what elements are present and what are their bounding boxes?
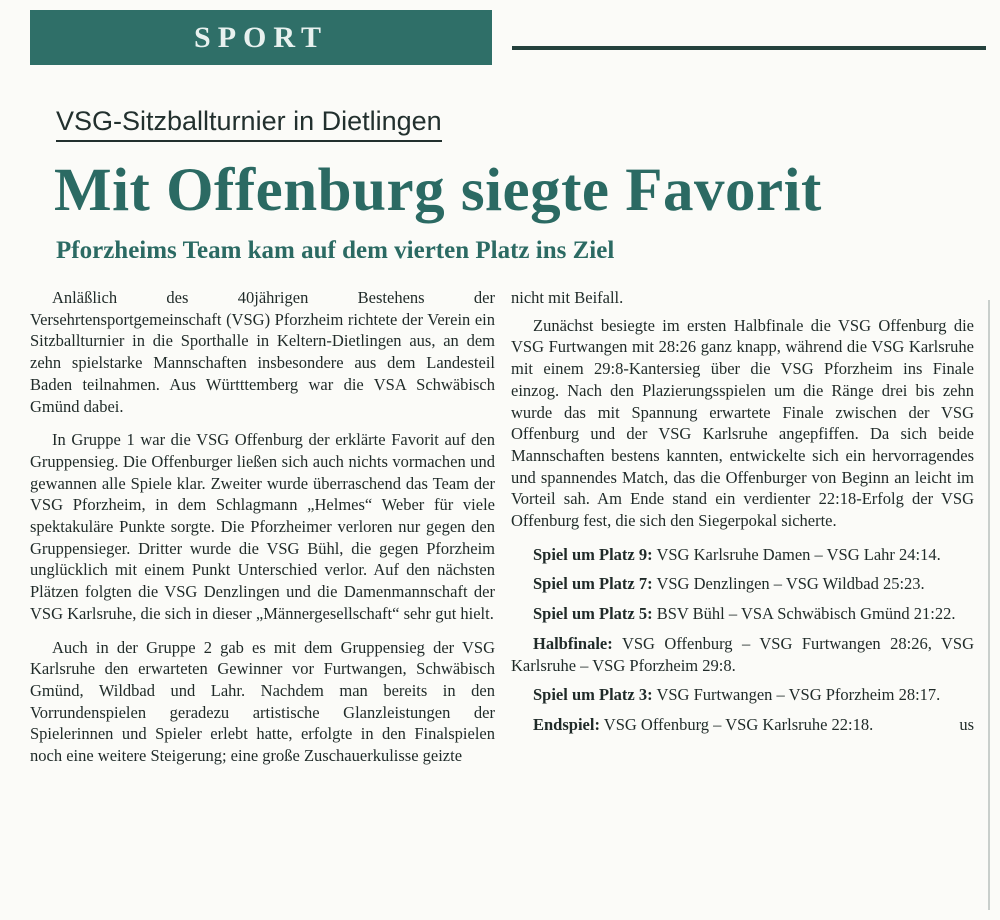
result-item — [511, 544, 974, 566]
paragraph-continuation: nicht mit Beifall. — [511, 288, 624, 307]
result-label: Spiel um Platz 5: — [533, 604, 653, 624]
result-item — [511, 633, 974, 676]
paragraph: Anläßlich des 40jährigen Bestehens der Versehrtensportgemeinschaft (VSG) Pforzheim richtete der Verein ein Sitzballturnier in die Sporthalle in Keltern-Dietlingen aus, an dem zehn spielstarke Mannschaften insbesondere aus dem Landesteil Baden teilnahmen. Aus Württtemberg war die VSA Schwäbisch Gmünd dabei. — [30, 288, 495, 416]
result-text: VSG Furtwangen – VSG Pforzheim 28:17. — [656, 685, 941, 705]
article-kicker: VSG-Sitzballturnier in Dietlingen — [56, 106, 442, 142]
result-text: VSG Offenburg – VSG Furtwangen 28:26, VSG Karlsruhe – VSG Pforzheim 29:8. — [511, 633, 975, 675]
author-initials: us — [959, 714, 974, 734]
result-text: VSG Karlsruhe Damen – VSG Lahr 24:14. — [656, 544, 941, 564]
result-label: Spiel um Platz 3: — [533, 685, 653, 705]
result-text: BSV Bühl – VSA Schwäbisch Gmünd 21:22. — [656, 604, 956, 624]
header-rule — [512, 46, 986, 50]
result-item — [511, 714, 974, 736]
column-rule — [988, 300, 990, 910]
result-label: Halbfinale: — [533, 633, 613, 653]
article-headline: Mit Offenburg siegte Favorit — [54, 157, 822, 224]
article-column-right — [511, 287, 974, 744]
result-text: VSG Offenburg – VSG Karlsruhe 22:18. — [603, 714, 874, 734]
article-subheadline: Pforzheims Team kam auf dem vierten Platz ins Ziel — [56, 237, 615, 264]
paragraph: In Gruppe 1 war die VSG Offenburg der erklärte Favorit auf den Gruppensieg. Die Offenburger ließen sich auch nichts vormachen und gewannen alle Spiele klar. Zweiter wurde überraschend das Team der VSG Pforzheim, in dem Schlagmann „Helmes“ Weber für viele spektakuläre Punkte sorgte. Die Pforzheimer verloren nur gegen den Gruppensieger. Dritter wurde die VSG Bühl, die gegen Pforzheim unglücklich mit einem Punkt Unterschied verlor. Auf den nächsten Plätzen folgten die VSG Denzlingen und die Damenmannschaft der VSG Karlsruhe, die sich in dieser „Männergesellschaft“ sehr gut hielt. — [30, 430, 495, 623]
paragraph: Auch in der Gruppe 2 gab es mit dem Gruppensieg der VSG Karlsruhe den erwarteten Gewinner vor Furtwangen, Schwäbisch Gmünd, Wildbad und Lahr. Nachdem man bereits in den Vorrundenspielen geradezu artistische Glanzleistungen der Spielerinnen und Spieler erlebt hatte, erfolgte in den Finalspielen noch eine weitere Steigerung; eine große Zuschauerkulisse geizte — [30, 637, 495, 766]
article-column-left — [30, 287, 495, 779]
paragraph: Zunächst besiegte im ersten Halbfinale die VSG Offenburg die VSG Furtwangen mit 28:26 ganz knapp, während die VSG Karlsruhe mit einem 29:8-Kantersieg über die VSG Pforzheim ins Finale einzog. Nach den Plazierungsspielen um die Ränge drei bis zehn wurde das mit Spannung erwartete Finale zwischen der VSG Offenburg und der VSG Karlsruhe angepfiffen. Da sich beide Mannschaften bestens kannten, entwickelte sich ein hervorragendes und spannendes Match, das die Offenburger von Beginn an leicht im Vorteil sah. Am Ende stand ein verdienter 22:18-Erfolg der VSG Offenburg fest, die sich den Siegerpokal sicherte. — [511, 315, 974, 531]
result-item — [511, 573, 974, 595]
result-label: Endspiel: — [533, 714, 600, 734]
result-label: Spiel um Platz 9: — [533, 544, 653, 564]
result-label: Spiel um Platz 7: — [533, 574, 653, 594]
section-label: SPORT — [194, 20, 328, 54]
result-item — [511, 684, 974, 706]
section-banner — [30, 10, 492, 65]
result-item — [511, 603, 974, 625]
result-text: VSG Denzlingen – VSG Wildbad 25:23. — [656, 574, 925, 594]
